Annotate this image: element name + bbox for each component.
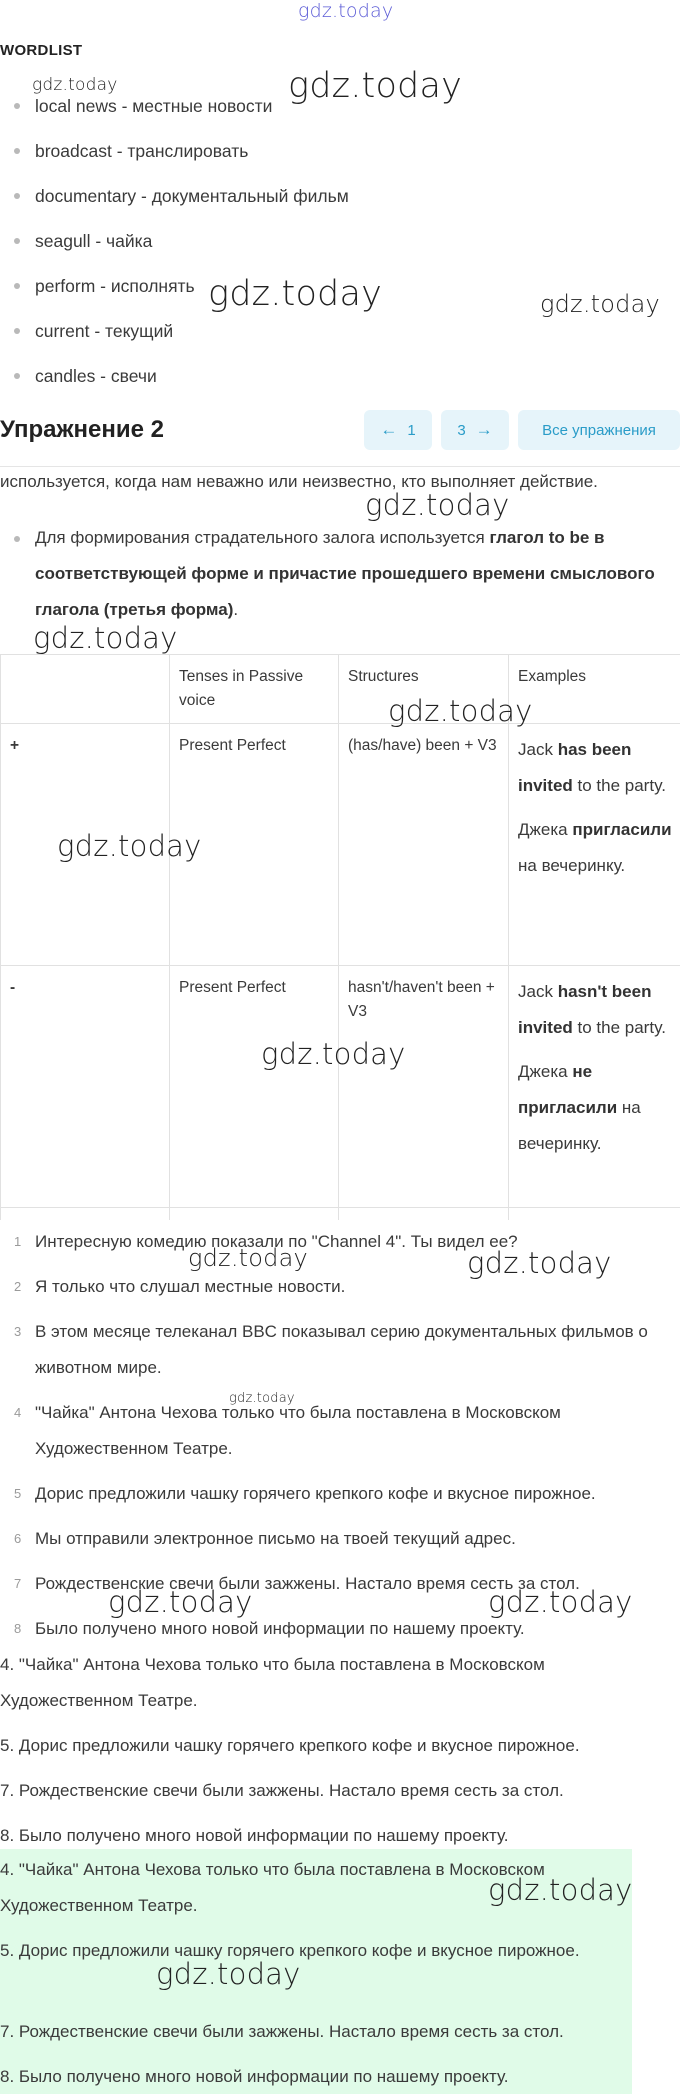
table-cell-structure: (has/have) been + V3 (339, 724, 509, 966)
bullet-icon (14, 148, 20, 154)
table-cell-sign: - (1, 966, 170, 1208)
all-exercises-button[interactable]: Все упражнения (518, 410, 680, 450)
table-cell-structure (339, 1208, 509, 1221)
highlighted-answer-item: 4. "Чайка" Антона Чехова только что была поставлена в Московском Художественном Театре. (0, 1860, 545, 1915)
table-cell-tense (170, 1208, 339, 1221)
watermark: gdz.today (288, 66, 463, 106)
table-cell-structure: hasn't/haven't been + V3 (339, 966, 509, 1208)
table-header-cell (1, 655, 170, 724)
passive-voice-table (0, 654, 680, 1220)
watermark: gdz.today (188, 1244, 308, 1272)
table-header-cell: Examples (509, 655, 680, 724)
bullet-icon (14, 193, 20, 199)
bullet-icon (14, 536, 20, 542)
table-cell-sign (1, 1208, 170, 1221)
theory-rule: Для формирования страдательного залога используется глагол to be в соответствующей форме и причастие прошедшего времени смыслового глагола (третья форма). (35, 528, 655, 619)
table-cell-sign: + (1, 724, 170, 966)
highlighted-answer-item: 8. Было получено много новой информации по нашему проекту. (0, 2067, 509, 2086)
exercise-title: Упражнение 2 (0, 416, 164, 443)
table-cell-example: Jack hasn't been invited to the party. Джека не пригласили на вечеринку. (509, 966, 680, 1208)
table-header-cell: Structures (339, 655, 509, 724)
watermark: gdz.today (261, 1037, 406, 1071)
table-header-cell: Tenses in Passive voice (170, 655, 339, 724)
answer-item: 4. "Чайка" Антона Чехова только что была поставлена в Московском Художественном Театре. (0, 1655, 545, 1710)
watermark: gdz.today (298, 0, 394, 22)
watermark: gdz.today (108, 1585, 253, 1619)
answer-item: 8. Было получено много новой информации по нашему проекту. (0, 1826, 509, 1845)
watermark: gdz.today (488, 1873, 633, 1907)
table-cell-tense: Present Perfect (170, 724, 339, 966)
wordlist-item: candles - свечи (14, 364, 157, 388)
table-cell-example (509, 1208, 680, 1221)
watermark: gdz.today (488, 1585, 633, 1619)
watermark: gdz.today (388, 694, 533, 728)
watermark: gdz.today (57, 829, 202, 863)
bullet-icon (14, 328, 20, 334)
wordlist-item: documentary - документальный фильм (14, 184, 349, 208)
answer-item: 7. Рождественские свечи были зажжены. Настало время сесть за стол. (0, 1781, 564, 1800)
bullet-icon (14, 373, 20, 379)
page: gdz.today gdz.today gdz.today gdz.today gdz.today gdz.today gdz.today gdz.today gdz.today gdz.today gdz.today gdz.today gdz.today gdz.today gdz.today gdz.today gdz.today WORDLIST local news - местные новости broadcast - транслировать documentary - документальный фильм seagull - чайка perform - исполнять current - текущий candles - свечи Упражнение 2 ← 1 3 → Все упражнения используется, когда нам неважно или неизвестно, кто выполняет действие. Для формирования страдательного залога используется глагол to be в соответствующей форме и причастие прошедшего времени смыслового глагола (третья форма). Tenses in Passive voice Structures Examples + Present Perfect (has/have) been + V3 Jack has been invited to the party. Джека пригласили на вечеринку. - Present Perfect hasn't/haven't been + V3 Jack hasn't been invited to the party. Джека не пригласили на вечеринку. 1 Интересную комедию показали по "Channel 4". Ты видел ее? 2 Я только что слушал местные новости. 3 В этом месяце телеканал BBC показывал серию документальных фильмов о животном мире. 4 "Чайка" Антона Чехова только что была поставлена в Московском Художественном Театре. 5 Дорис предложили чашку горячего крепкого кофе и вкусное пирожное. 6 Мы отправили электронное письмо на твоей текущий адрес. 7 Рождественские свечи были зажжены. Настало время сесть за стол. 8 Было получено много новой информации по нашему проекту. 4. "Чайка" Антона Чехова только что была поставлена в Московском Художественном Театре. 5. Дорис предложили чашку горячего крепкого кофе и вкусное пирожное. 7. Рождественские свечи были зажжены. Настало время сесть за стол. 8. Было получено много новой информации по нашему проекту. 4. "Чайка" Антона Чехова только что была поставлена в Московском Художественном Театре. 5. Дорис предложили чашку горячего крепкого кофе и вкусное пирожное. 7. Рождественские свечи были зажжены. Настало время сесть за стол. 8. Было получено много новой информации по нашему проекту. (0, 0, 680, 2094)
table-row (1, 724, 680, 966)
wordlist-item: seagull - чайка (14, 229, 152, 253)
arrow-right-icon: → (475, 420, 493, 439)
table-cell-example: Jack has been invited to the party. Джека пригласили на вечеринку. (509, 724, 680, 966)
wordlist-item: broadcast - транслировать (14, 139, 248, 163)
watermark: gdz.today (208, 274, 383, 314)
watermark: gdz.today (365, 488, 510, 522)
table-header-row (1, 655, 680, 724)
answer-item: 5. Дорис предложили чашку горячего крепкого кофе и вкусное пирожное. (0, 1736, 580, 1755)
watermark: gdz.today (32, 75, 118, 95)
watermark: gdz.today (156, 1957, 301, 1991)
watermark: gdz.today (540, 290, 660, 318)
prev-exercise-button[interactable]: ← 1 (364, 410, 432, 450)
table-row (1, 1208, 680, 1221)
bullet-icon (14, 238, 20, 244)
bullet-icon (14, 103, 20, 109)
highlighted-answer-item: 7. Рождественские свечи были зажжены. Настало время сесть за стол. (0, 2022, 564, 2041)
wordlist-title: WORDLIST (0, 42, 83, 59)
table-cell-tense: Present Perfect (170, 966, 339, 1208)
watermark: gdz.today (229, 1391, 295, 1406)
watermark: gdz.today (467, 1246, 612, 1280)
table-row (1, 966, 680, 1208)
arrow-left-icon: ← (380, 420, 398, 439)
wordlist-item: local news - местные новости (14, 94, 272, 118)
bullet-icon (14, 283, 20, 289)
wordlist-item: current - текущий (14, 319, 173, 343)
divider (0, 466, 680, 467)
wordlist-item: perform - исполнять (14, 274, 195, 298)
theory-intro: используется, когда нам неважно или неизвестно, кто выполняет действие. (0, 472, 598, 491)
next-exercise-button[interactable]: 3 → (441, 410, 509, 450)
highlighted-answer-item: 5. Дорис предложили чашку горячего крепкого кофе и вкусное пирожное. (0, 1941, 580, 1960)
watermark: gdz.today (33, 621, 178, 655)
